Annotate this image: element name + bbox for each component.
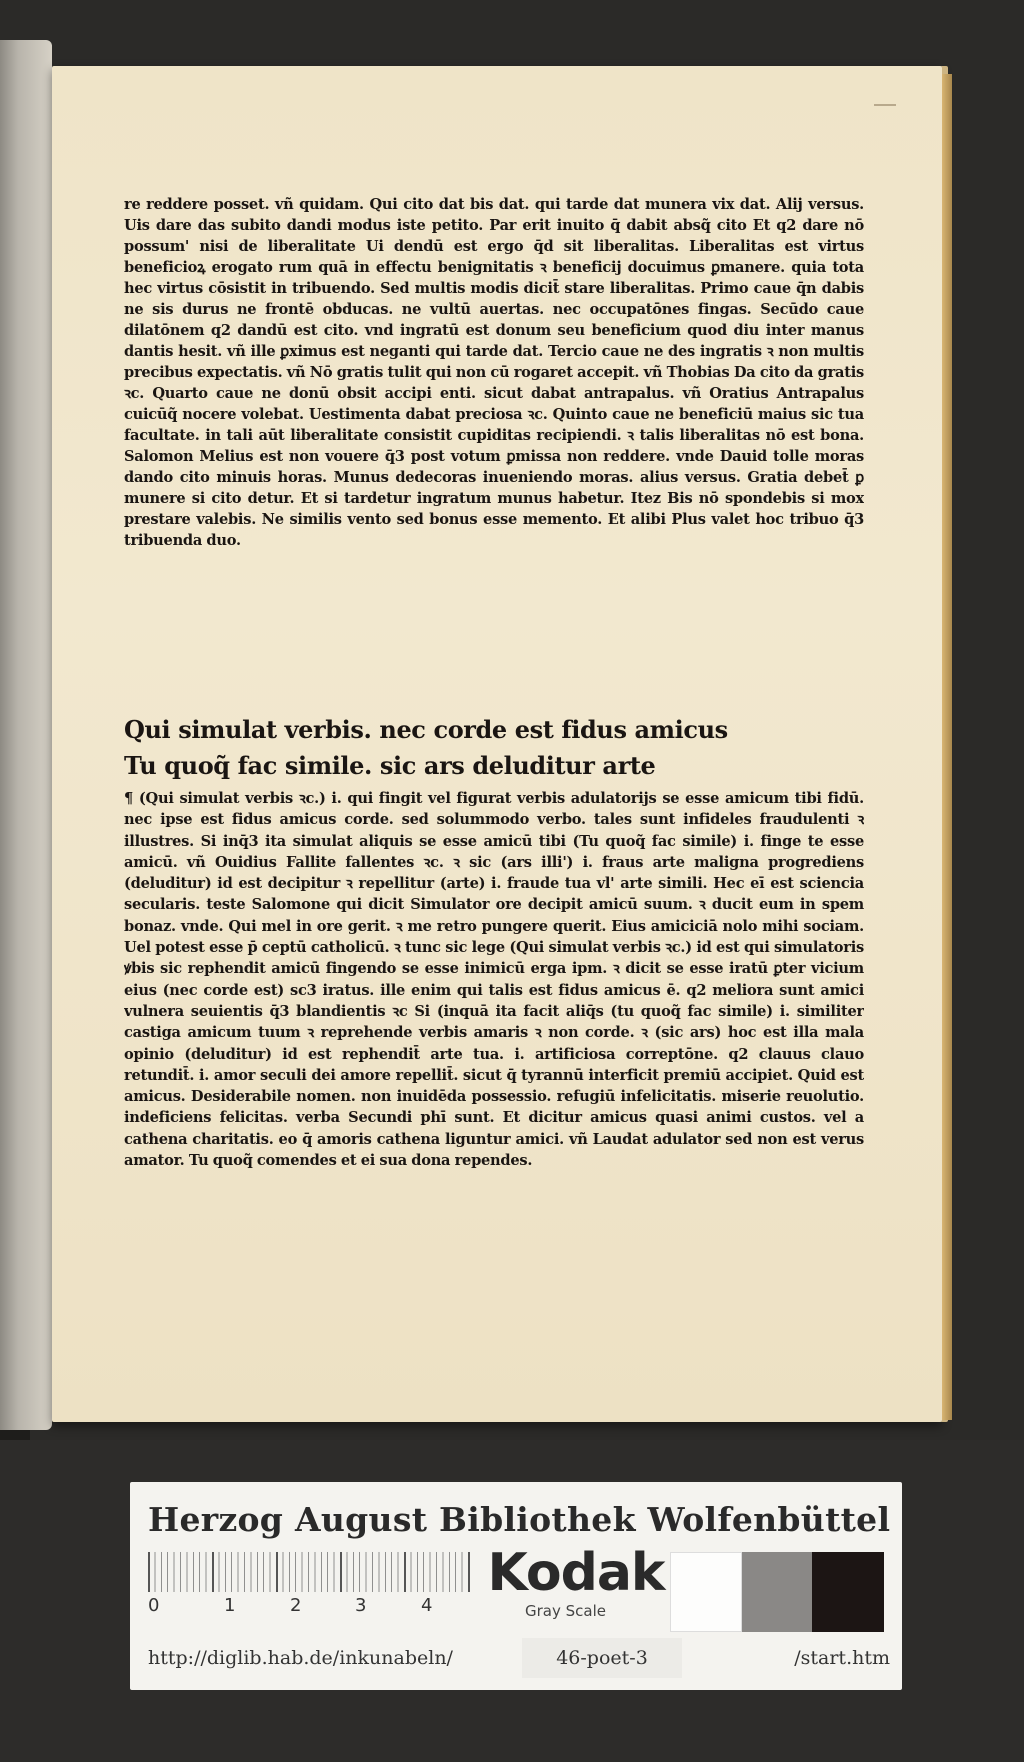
kodak-logo: Kodak <box>487 1543 665 1603</box>
url-base: http://diglib.hab.de/inkunabeln/ <box>148 1647 453 1669</box>
ruler-number: 4 <box>421 1595 433 1616</box>
white-swatch <box>670 1552 742 1632</box>
gray-scale-label: Gray Scale <box>525 1602 606 1620</box>
verse-line-2: Tu quoq̃ fac simile. sic ars deluditur arte <box>124 751 656 780</box>
gray-swatch <box>742 1552 812 1632</box>
ruler-major-tick <box>404 1552 406 1592</box>
ruler-number: 2 <box>290 1595 302 1616</box>
ruler-major-tick <box>276 1552 278 1592</box>
ruler-number: 1 <box>224 1595 236 1616</box>
ruler-major-tick <box>148 1552 150 1592</box>
url-id: 46-poet-3 <box>556 1647 648 1669</box>
ruler-ticks <box>148 1552 470 1592</box>
library-name: Herzog August Bibliothek Wolfenbüttel <box>148 1500 891 1539</box>
url-suffix: /start.htm <box>794 1647 890 1669</box>
scan-target-card <box>130 1482 902 1690</box>
main-paragraph: re reddere posset. vñ quidam. Qui cito dat bis dat. qui tarde dat munera vix dat. Alij versus. Uis dare das subito dandi modus iste petito. Par erit inuito q̄ dabit absq̃ cito Et q2 dare nō possum' nisi de liberalitate Ui dendū est ergo q̄d sit liberalitas. Liberalitas est virtus beneficioꝝ erogato rum quā in effectu benignitatis ꝛ beneficij docuimus ꝑmanere. quia tota hec virtus cōsistit in tribuendo. Sed multis modis dicit̄ stare liberalitas. Primo caue q̄n dabis ne sis durus ne frontē obducas. ne vultū auertas. nec occupatōnes fingas. Secūdo caue dilatōnem q2 dandū est cito. vnd ingratū est donum seu beneficium quod diu inter manus dantis hesit. vñ ille ꝑximus est neganti qui tarde dat. Tercio caue ne des ingratis ꝛ non multis precibus expectatis. vñ Nō gratis tulit qui non cū rogaret accepit. vñ Thobias Da cito da gratis ꝛc. Quarto caue ne donū obsit accipi enti. sicut dabat antrapalus. vñ Oratius Antrapalus cuicūq̃ nocere volebat. Uestimenta dabat preciosa ꝛc. Quinto caue ne beneficiū maius sic tua facultate. in tali aūt liberalitate consistit cupiditas recipiendi. ꝛ talis liberalitas nō est bona. Salomon Melius est non vouere q̄3 post votum ꝑmissa non reddere. vnde Dauid tolle moras dando cito minuis horas. Munus dedecoras inueniendo moras. alius versus. Gratia debet̄ ꝑ munere si cito detur. Et si tardetur ingratum munus habetur. Itez Bis nō spondebis si mox prestare valebis. Ne similis vento sed bonus esse memento. Et alibi Plus valet hoc tribuo q̄3 tribuenda duo. <box>124 196 864 549</box>
adjacent-page-edge <box>0 40 52 1430</box>
ruler-number: 3 <box>355 1595 367 1616</box>
ruler-major-tick <box>212 1552 214 1592</box>
book-page <box>52 66 942 1422</box>
measurement-ruler <box>148 1552 470 1614</box>
ruler-major-tick <box>340 1552 342 1592</box>
verse-line-1: Qui simulat verbis. nec corde est fidus amicus <box>124 715 728 744</box>
url-id-box <box>522 1638 682 1678</box>
ruler-number: 0 <box>148 1595 160 1616</box>
black-swatch <box>812 1552 884 1632</box>
text-column <box>124 194 864 1304</box>
ink-mark <box>874 104 896 106</box>
ruler-major-tick <box>468 1552 470 1592</box>
commentary-paragraph: ¶ (Qui simulat verbis ꝛc.) i. qui fingit vel figurat verbis adulatorijs se esse amicum tibi fidū. nec ipse est fidus amicus corde. sed solummodo verbo. tales sunt infideles fraudulenti ꝛ illustres. Si inq̄3 ita simulat aliquis se esse amicū tibi (Tu quoq̃ fac simile) i. finge te esse amicū. vñ Ouidius Fallite fallentes ꝛc. ꝛ sic (ars illi') i. fraus arte maligna progrediens (deluditur) id est decipitur ꝛ repellitur (arte) i. fraude tua vl' arte simili. Hec eī est sciencia secularis. teste Salomone qui dicit Simulator ore decipit amicū suum. ꝛ ducit eum in spem bonaz. vnde. Qui mel in ore gerit. ꝛ me retro pungere querit. Eius amiciciā nolo mihi sociam. Uel potest esse p̄ ceptū catholicū. ꝛ tunc sic lege (Qui simulat verbis ꝛc.) id est qui simulatoris ꝟbis sic rephendit amicū fingendo se esse inimicū erga ipm. ꝛ dicit se esse iratū ꝑter vicium eius (nec corde est) sc3 iratus. ille enim qui talis est fidus amicus ē. q2 meliora sunt amici vulnera seuientis q̄3 blandientis ꝛc Si (inquā ita facit aliq̄s (tu quoq̃ fac simile) i. similiter castiga amicum tuum ꝛ reprehende verbis amaris ꝛ non corde. ꝛ (sic ars) hoc est illa mala opinio (deluditur) id est rephendit̄ arte tua. i. artificiosa correptōne. q2 clauus clauo retundit̄. i. amor seculi dei amore repellit̄. sicut q̄ tyrannū interficit premiū accipiet. Quid est amicus. Desiderabile nomen. non inuidēda possessio. refugiū infelicitatis. miserie reuolutio. indeficiens felicitas. verba Secundi phī sunt. Et dicitur amicus quasi animi custos. vel a cathena charitatis. eo q̄ amoris cathena liguntur amici. vñ Laudat adulator sed non est verus amator. Tu quoq̃ comendes et ei sua dona rependes. <box>124 790 864 1170</box>
